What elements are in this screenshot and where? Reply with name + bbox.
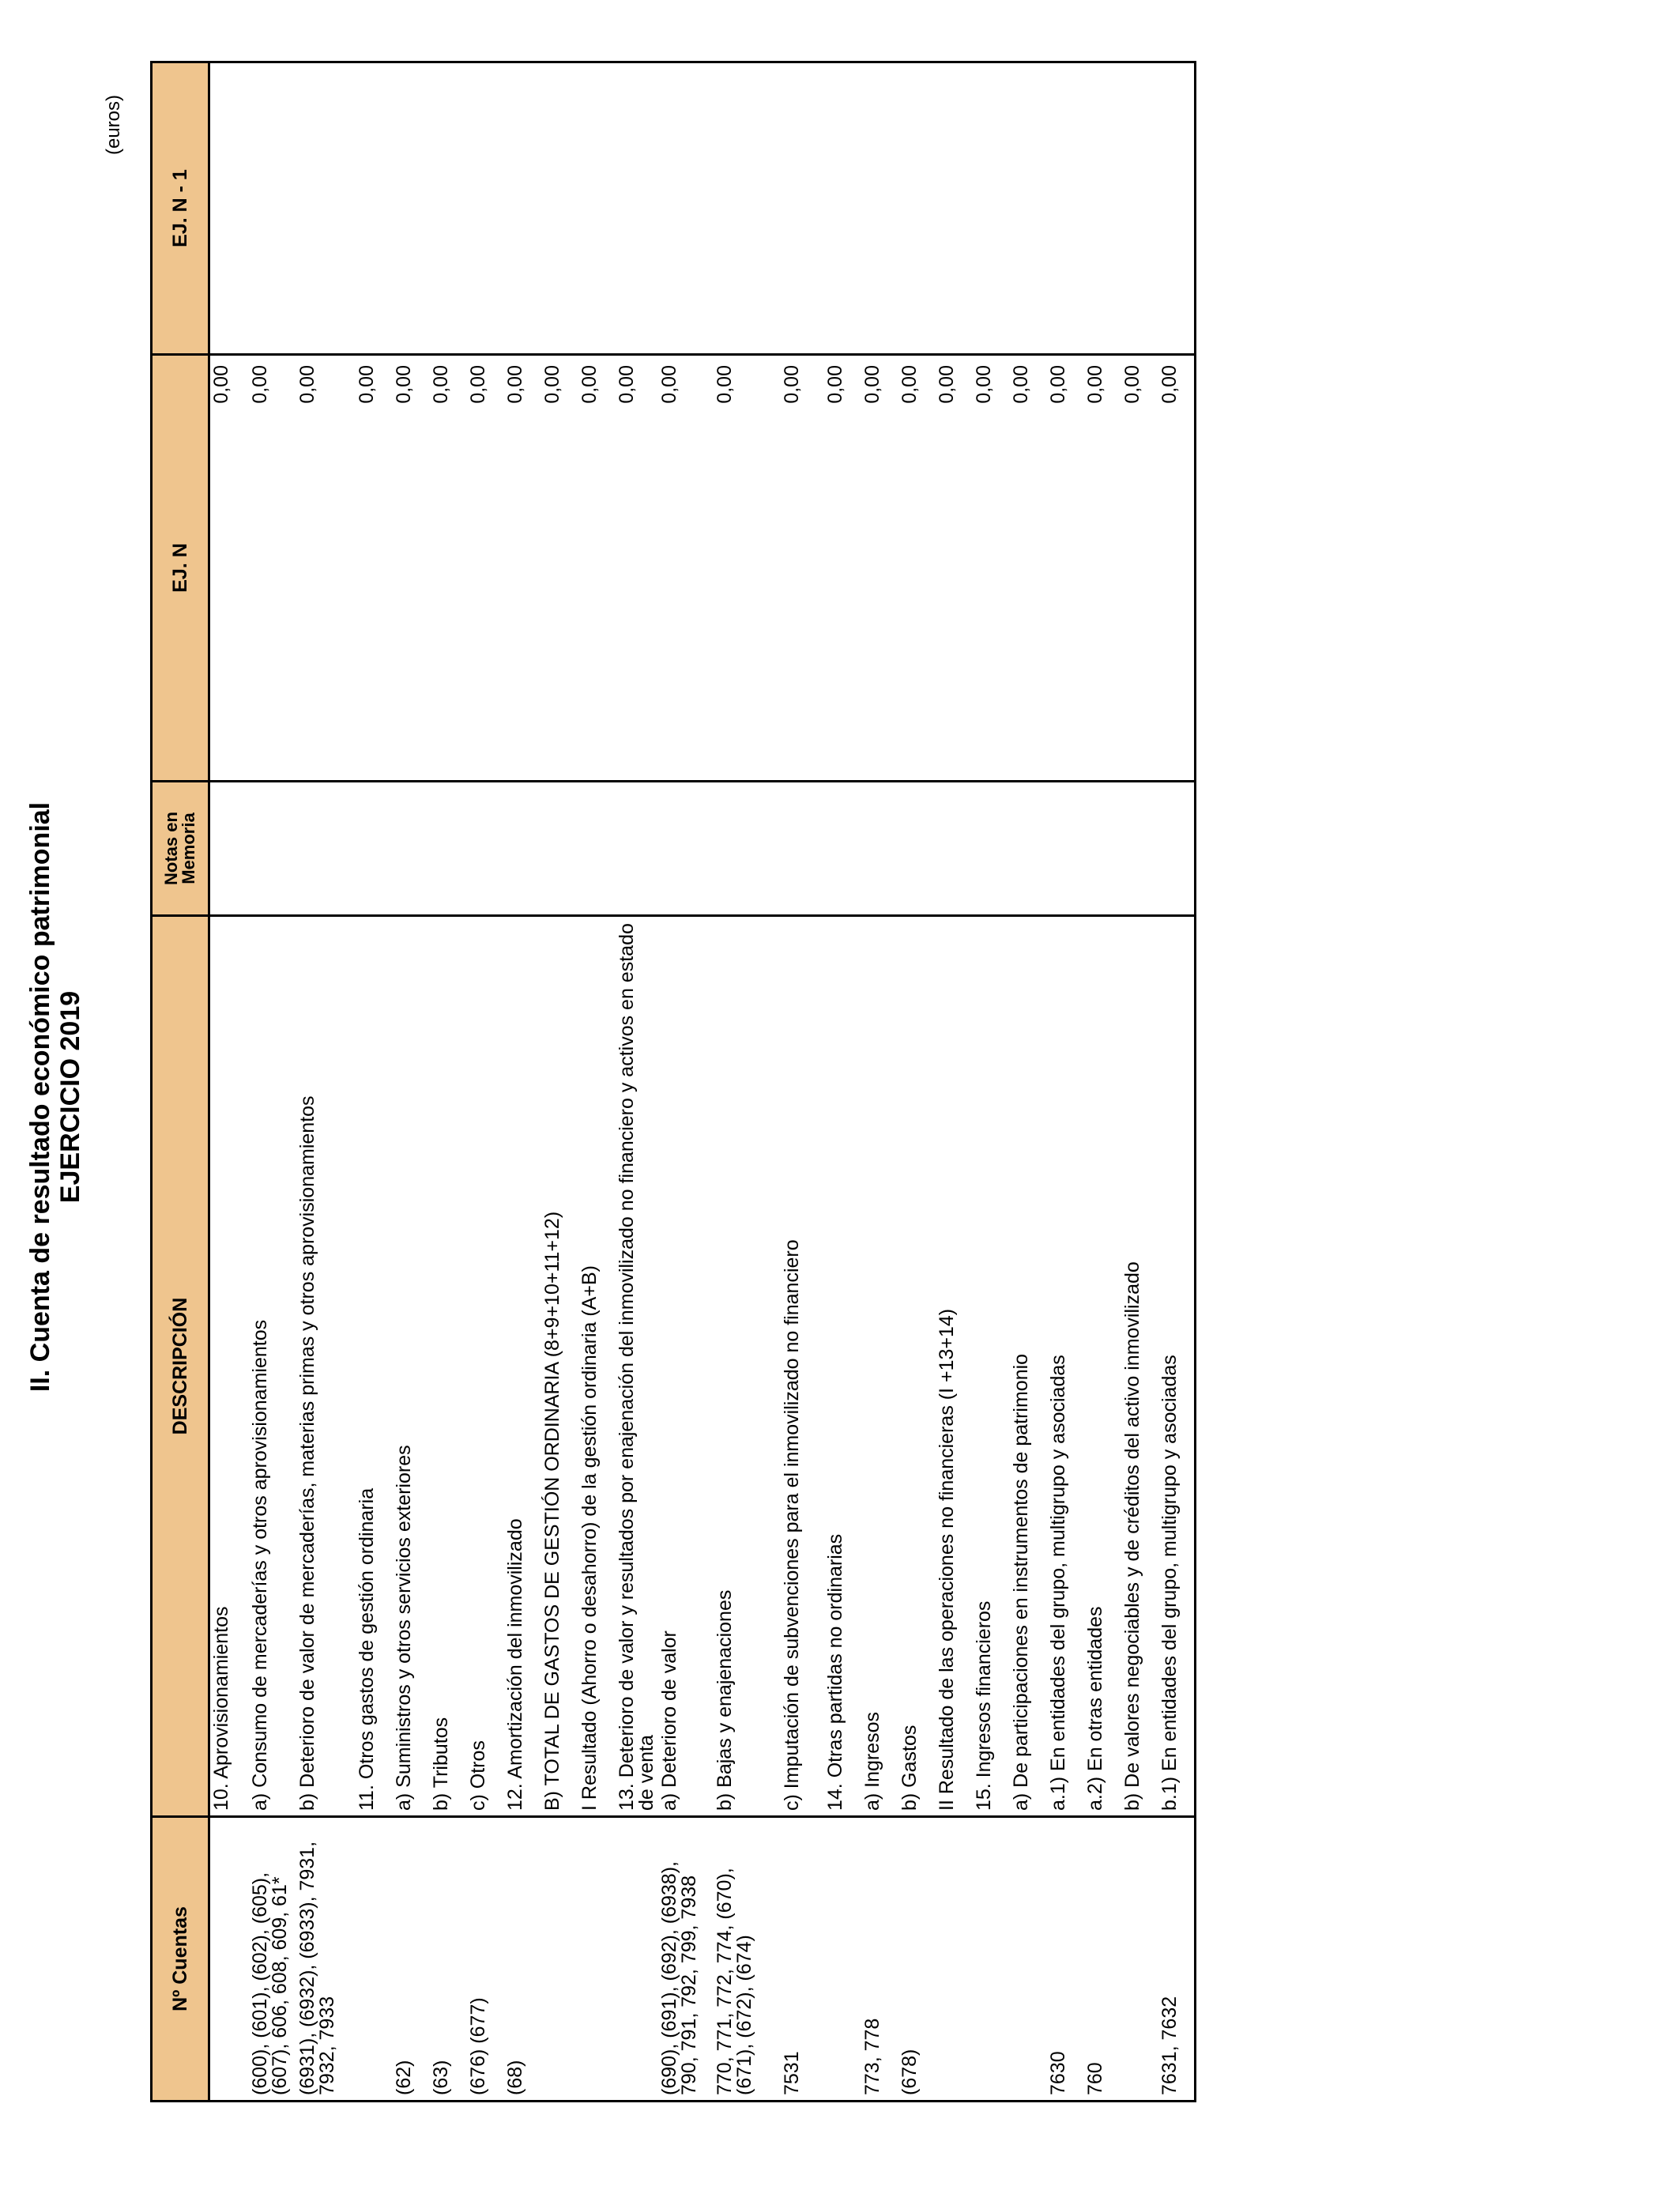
cell-ejn: 0,00 <box>393 355 430 782</box>
cell-descripcion: a) Deterioro de valor <box>658 916 714 1817</box>
cell-ejn1 <box>824 62 861 355</box>
cell-descripcion: b) Tributos <box>430 916 467 1817</box>
cell-cuentas: (63) <box>430 1817 467 2102</box>
cell-notas <box>714 782 781 916</box>
cell-cuentas: (68) <box>504 1817 541 2102</box>
cell-ejn1 <box>1121 62 1158 355</box>
cell-ejn: 0,00 <box>541 355 578 782</box>
cell-cuentas: 7630 <box>1047 1817 1084 2102</box>
table-row <box>209 62 249 2102</box>
cell-ejn1 <box>936 62 973 355</box>
cell-ejn1 <box>249 62 296 355</box>
table-row <box>898 62 936 2102</box>
cell-ejn: 0,00 <box>898 355 936 782</box>
cell-descripcion: II Resultado de las operaciones no financieras (I +13+14) <box>936 916 973 1817</box>
table-row <box>658 62 714 2102</box>
cell-ejn: 0,00 <box>296 355 356 782</box>
table-row <box>296 62 356 2102</box>
table-row <box>936 62 973 2102</box>
cell-descripcion: a.1) En entidades del grupo, multigrupo y asociadas <box>1047 916 1084 1817</box>
cell-notas <box>1084 782 1121 916</box>
table-row <box>973 62 1010 2102</box>
cell-descripcion: a) Suministros y otros servicios exteriores <box>393 916 430 1817</box>
cell-cuentas: 7531 <box>781 1817 824 2102</box>
income-statement-table <box>150 61 1196 2102</box>
cell-ejn1 <box>1010 62 1047 355</box>
cell-notas <box>209 782 249 916</box>
cell-notas <box>898 782 936 916</box>
cell-ejn: 0,00 <box>578 355 616 782</box>
cell-notas <box>973 782 1010 916</box>
cell-cuentas <box>356 1817 393 2102</box>
cell-ejn1 <box>296 62 356 355</box>
cell-ejn: 0,00 <box>1158 355 1196 782</box>
cell-cuentas <box>616 1817 658 2102</box>
cell-ejn1 <box>541 62 578 355</box>
cell-notas <box>578 782 616 916</box>
cell-ejn: 0,00 <box>1047 355 1084 782</box>
table-row <box>541 62 578 2102</box>
cell-cuentas: 760 <box>1084 1817 1121 2102</box>
cell-ejn1 <box>898 62 936 355</box>
cell-cuentas: (6931), (6932), (6933), 7931, 7932, 7933 <box>296 1817 356 2102</box>
cell-ejn: 0,00 <box>467 355 504 782</box>
cell-ejn1 <box>209 62 249 355</box>
cell-descripcion: a.2) En otras entidades <box>1084 916 1121 1817</box>
cell-cuentas <box>824 1817 861 2102</box>
cell-notas <box>658 782 714 916</box>
cell-cuentas <box>541 1817 578 2102</box>
table-row <box>393 62 430 2102</box>
table-row <box>616 62 658 2102</box>
col-header-ejn: EJ. N <box>152 355 209 782</box>
cell-notas <box>356 782 393 916</box>
cell-ejn: 0,00 <box>781 355 824 782</box>
cell-descripcion: 10. Aprovisionamientos <box>209 916 249 1817</box>
cell-notas <box>824 782 861 916</box>
cell-ejn: 0,00 <box>936 355 973 782</box>
col-header-notas: Notas en Memoria <box>152 782 209 916</box>
cell-notas <box>936 782 973 916</box>
cell-descripcion: 14. Otras partidas no ordinarias <box>824 916 861 1817</box>
cell-descripcion: b) Bajas y enajenaciones <box>714 916 781 1817</box>
units-label: (euros) <box>103 94 124 155</box>
cell-notas <box>861 782 898 916</box>
cell-ejn1 <box>504 62 541 355</box>
cell-ejn: 0,00 <box>658 355 714 782</box>
cell-ejn1 <box>1084 62 1121 355</box>
cell-notas <box>1158 782 1196 916</box>
table-row <box>430 62 467 2102</box>
cell-ejn: 0,00 <box>356 355 393 782</box>
cell-cuentas: 773, 778 <box>861 1817 898 2102</box>
cell-ejn: 0,00 <box>714 355 781 782</box>
cell-notas <box>1121 782 1158 916</box>
cell-cuentas: (600), (601), (602), (605), (607), 606, 608, 609, 61* <box>249 1817 296 2102</box>
cell-descripcion: b.1) En entidades del grupo, multigrupo y asociadas <box>1158 916 1196 1817</box>
table-body <box>209 62 1196 2102</box>
cell-notas <box>781 782 824 916</box>
cell-ejn1 <box>714 62 781 355</box>
table-row <box>1047 62 1084 2102</box>
cell-descripcion: I Resultado (Ahorro o desahorro) de la gestión ordinaria (A+B) <box>578 916 616 1817</box>
cell-cuentas <box>973 1817 1010 2102</box>
cell-descripcion: a) Ingresos <box>861 916 898 1817</box>
page-subtitle: EJERCICIO 2019 <box>55 990 85 1204</box>
cell-cuentas: (62) <box>393 1817 430 2102</box>
cell-cuentas <box>209 1817 249 2102</box>
table-row <box>249 62 296 2102</box>
cell-descripcion: b) De valores negociables y de créditos del activo inmovilizado <box>1121 916 1158 1817</box>
cell-ejn1 <box>861 62 898 355</box>
cell-descripcion: B) TOTAL DE GASTOS DE GESTIÓN ORDINARIA (8+9+10+11+12) <box>541 916 578 1817</box>
cell-cuentas: (678) <box>898 1817 936 2102</box>
col-header-descripcion: DESCRIPCIÓN <box>152 916 209 1817</box>
table-row <box>714 62 781 2102</box>
cell-notas <box>393 782 430 916</box>
cell-cuentas: (676) (677) <box>467 1817 504 2102</box>
cell-ejn: 0,00 <box>430 355 467 782</box>
cell-ejn: 0,00 <box>504 355 541 782</box>
cell-ejn: 0,00 <box>1010 355 1047 782</box>
cell-ejn: 0,00 <box>1084 355 1121 782</box>
cell-cuentas <box>936 1817 973 2102</box>
cell-notas <box>1010 782 1047 916</box>
cell-ejn1 <box>393 62 430 355</box>
cell-cuentas <box>1121 1817 1158 2102</box>
cell-ejn: 0,00 <box>616 355 658 782</box>
table-row <box>861 62 898 2102</box>
table-header-row <box>152 62 209 2102</box>
page-title: II. Cuenta de resultado económico patrimonial <box>25 801 55 1393</box>
cell-ejn1 <box>973 62 1010 355</box>
cell-descripcion: 11. Otros gastos de gestión ordinaria <box>356 916 393 1817</box>
cell-ejn1 <box>1047 62 1084 355</box>
table-row <box>1121 62 1158 2102</box>
cell-notas <box>249 782 296 916</box>
cell-cuentas <box>1010 1817 1047 2102</box>
table-row <box>1158 62 1196 2102</box>
cell-ejn: 0,00 <box>861 355 898 782</box>
cell-notas <box>616 782 658 916</box>
table-row <box>781 62 824 2102</box>
cell-ejn1 <box>356 62 393 355</box>
table-row <box>1084 62 1121 2102</box>
cell-descripcion: 15. Ingresos financieros <box>973 916 1010 1817</box>
cell-descripcion: 12. Amortización del inmovilizado <box>504 916 541 1817</box>
cell-ejn1 <box>467 62 504 355</box>
table-row <box>824 62 861 2102</box>
cell-ejn: 0,00 <box>209 355 249 782</box>
cell-notas <box>467 782 504 916</box>
cell-notas <box>1047 782 1084 916</box>
table-row <box>467 62 504 2102</box>
cell-ejn1 <box>616 62 658 355</box>
cell-ejn: 0,00 <box>973 355 1010 782</box>
cell-notas <box>504 782 541 916</box>
cell-descripcion: 13. Deterioro de valor y resultados por enajenación del inmovilizado no financiero y activos en estado de venta <box>616 916 658 1817</box>
table-row <box>1010 62 1047 2102</box>
cell-cuentas <box>578 1817 616 2102</box>
cell-descripcion: a) Consumo de mercaderías y otros aprovisionamientos <box>249 916 296 1817</box>
cell-ejn1 <box>578 62 616 355</box>
cell-notas <box>430 782 467 916</box>
col-header-ejn1: EJ. N - 1 <box>152 62 209 355</box>
cell-descripcion: c) Imputación de subvenciones para el inmovilizado no financiero <box>781 916 824 1817</box>
cell-ejn1 <box>430 62 467 355</box>
cell-cuentas: 7631, 7632 <box>1158 1817 1196 2102</box>
cell-ejn1 <box>1158 62 1196 355</box>
cell-ejn1 <box>781 62 824 355</box>
table-row <box>578 62 616 2102</box>
cell-cuentas: 770, 771, 772, 774, (670), (671), (672), (674) <box>714 1817 781 2102</box>
cell-descripcion: b) Gastos <box>898 916 936 1817</box>
cell-ejn1 <box>658 62 714 355</box>
cell-cuentas: (690), (691), (692), (6938), 790, 791, 792, 799, 7938 <box>658 1817 714 2102</box>
cell-descripcion: a) De participaciones en instrumentos de patrimonio <box>1010 916 1047 1817</box>
table-row <box>356 62 393 2102</box>
cell-ejn: 0,00 <box>824 355 861 782</box>
cell-descripcion: c) Otros <box>467 916 504 1817</box>
cell-descripcion: b) Deterioro de valor de mercaderías, materias primas y otros aprovisionamientos <box>296 916 356 1817</box>
cell-ejn: 0,00 <box>249 355 296 782</box>
cell-ejn: 0,00 <box>1121 355 1158 782</box>
table-row <box>504 62 541 2102</box>
col-header-cuentas: Nº Cuentas <box>152 1817 209 2102</box>
cell-notas <box>541 782 578 916</box>
cell-notas <box>296 782 356 916</box>
